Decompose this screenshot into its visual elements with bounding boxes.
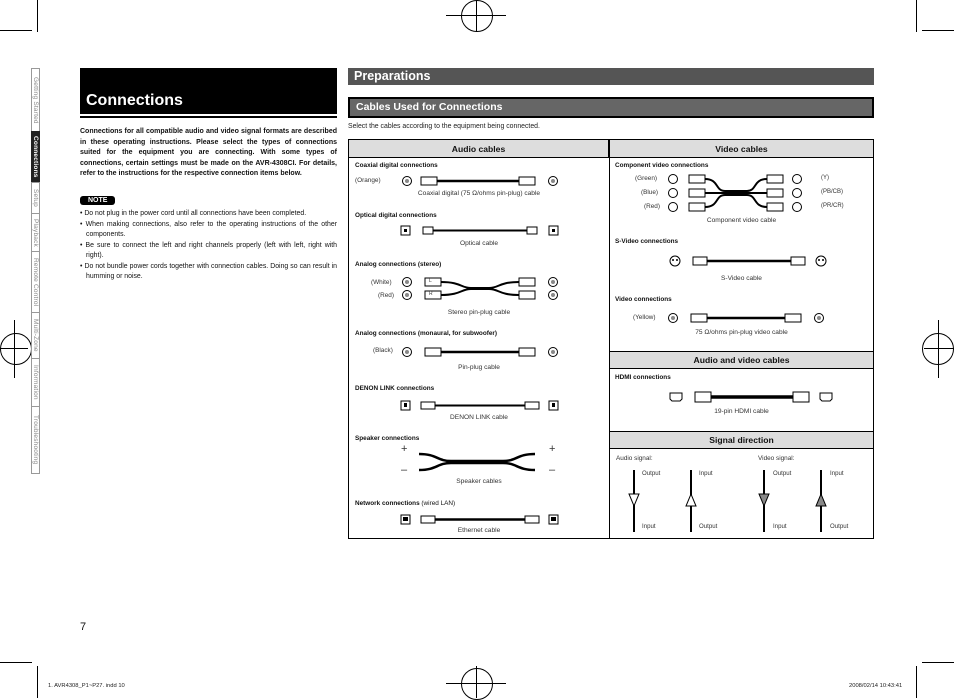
registration-line bbox=[476, 0, 477, 32]
video-up-output: Output bbox=[830, 523, 849, 530]
hdmi-caption: 19-pin HDMI cable bbox=[714, 408, 769, 415]
optical-cable-icon bbox=[401, 225, 561, 237]
network-label: Network connections (wired LAN) bbox=[355, 500, 456, 507]
stereo-plug-mark-r: R bbox=[429, 291, 433, 297]
component-color-red: (Red) bbox=[644, 203, 660, 210]
composite-label: Video connections bbox=[615, 296, 672, 303]
note-badge: NOTE bbox=[80, 196, 115, 205]
tab-playback[interactable]: Playback bbox=[31, 213, 40, 251]
registration-line bbox=[476, 666, 477, 698]
coax-cable-icon bbox=[401, 174, 561, 188]
component-pr: (PR/CR) bbox=[821, 203, 844, 209]
mono-caption: Pin-plug cable bbox=[458, 364, 500, 371]
audio-up-output: Output bbox=[699, 523, 718, 530]
select-instructions: Select the cables according to the equipment being connected. bbox=[348, 123, 540, 130]
note-item: • Be sure to connect the left and right channels properly (left with left, right with right). bbox=[80, 241, 338, 259]
composite-color: (Yellow) bbox=[633, 314, 656, 321]
component-caption: Component video cable bbox=[706, 217, 777, 224]
coax-color: (Orange) bbox=[355, 177, 381, 184]
audio-down-output: Output bbox=[642, 470, 661, 477]
registration-mark bbox=[0, 333, 32, 365]
denon-link-label: DENON LINK connections bbox=[355, 385, 435, 392]
crop-mark bbox=[916, 666, 917, 698]
title-underline bbox=[80, 116, 337, 118]
note-item: • When making connections, also refer to the operating instructions of the other components. bbox=[80, 220, 338, 238]
mono-cable-icon bbox=[401, 345, 561, 359]
tab-connections[interactable]: Connections bbox=[31, 131, 40, 182]
footer-filename: 1. AVR4308_P1~P27. indd 10 bbox=[48, 683, 125, 689]
component-pb: (PB/CB) bbox=[821, 189, 844, 195]
composite-caption: 75 Ω/ohms pin-plug video cable bbox=[695, 329, 788, 336]
registration-line bbox=[14, 320, 15, 378]
stereo-cable-icon bbox=[401, 276, 561, 302]
speaker-caption: Speaker cables bbox=[456, 478, 502, 485]
audio-down-input: Input bbox=[642, 523, 656, 530]
audio-signal-up-arrow bbox=[685, 470, 697, 532]
coax-caption: Coaxial digital (75 Ω/ohms pin-plug) cable bbox=[417, 190, 541, 197]
crop-mark bbox=[37, 666, 38, 698]
component-cable-icon bbox=[667, 173, 817, 213]
speaker-plus-left: + bbox=[401, 443, 408, 455]
ethernet-caption: Ethernet cable bbox=[457, 527, 501, 534]
hdmi-label: HDMI connections bbox=[615, 374, 671, 381]
crop-mark bbox=[0, 30, 32, 31]
registration-line bbox=[924, 348, 954, 349]
section-title: Preparations bbox=[348, 68, 874, 85]
speaker-cable-icon bbox=[417, 452, 537, 472]
av-cables-header: Audio and video cables bbox=[610, 351, 873, 369]
tab-multi-zone[interactable]: Multi-Zone bbox=[31, 312, 40, 358]
side-tabs bbox=[31, 68, 65, 474]
footer-timestamp: 2008/02/14 10:43:41 bbox=[849, 683, 903, 689]
speaker-minus-right: – bbox=[549, 464, 556, 476]
crop-mark bbox=[922, 662, 954, 663]
intro-text: Connections for all compatible audio and video signal formats are described in these operating instructions. Please select the types of connections suited for the equipment you are connecting. With some types of connections, certain settings must be made on the AVR-4308CI. For details, refer to the instructions for the respective connection items below. bbox=[80, 128, 337, 178]
ethernet-cable-icon bbox=[401, 514, 561, 526]
video-signal-up-arrow bbox=[815, 470, 827, 532]
page-title: Connections bbox=[80, 68, 337, 114]
video-signal-label: Video signal: bbox=[758, 455, 795, 462]
video-signal-down-arrow bbox=[758, 470, 770, 532]
optical-caption: Optical cable bbox=[459, 240, 499, 247]
cables-table bbox=[348, 139, 874, 539]
stereo-plug-mark-l: L bbox=[429, 278, 432, 284]
denon-link-cable-icon bbox=[401, 400, 561, 412]
stereo-color-red: (Red) bbox=[378, 292, 394, 299]
crop-mark bbox=[37, 0, 38, 32]
note-item: • Do not plug in the power cord until all connections have been completed. bbox=[80, 210, 307, 217]
registration-mark bbox=[461, 0, 493, 32]
audio-signal-label: Audio signal: bbox=[616, 455, 653, 462]
tab-remote-control[interactable]: Remote Control bbox=[31, 251, 40, 312]
mono-color: (Black) bbox=[373, 347, 393, 354]
audio-signal-down-arrow bbox=[628, 470, 640, 532]
stereo-color-white: (White) bbox=[371, 279, 392, 286]
signal-direction-header: Signal direction bbox=[610, 431, 873, 449]
speaker-plus-right: + bbox=[549, 443, 556, 455]
component-label: Component video connections bbox=[615, 162, 709, 169]
subsection-title: Cables Used for Connections bbox=[348, 97, 874, 118]
component-color-green: (Green) bbox=[635, 175, 658, 182]
notes-list bbox=[80, 209, 337, 283]
tab-information[interactable]: Information bbox=[31, 358, 40, 406]
tab-troubleshooting[interactable]: Troubleshooting bbox=[31, 406, 40, 474]
tab-getting-started[interactable]: Getting Started bbox=[31, 68, 40, 131]
column-divider bbox=[609, 140, 610, 538]
video-down-output: Output bbox=[773, 470, 792, 477]
mono-label: Analog connections (monaural, for subwoofer) bbox=[355, 330, 498, 337]
component-y: (Y) bbox=[821, 175, 829, 181]
note-item: • Do not bundle power cords together with connection cables. Doing so can result in humming or noise. bbox=[80, 262, 338, 280]
speaker-label: Speaker connections bbox=[355, 435, 420, 442]
crop-mark bbox=[0, 662, 32, 663]
registration-mark bbox=[461, 668, 493, 700]
svideo-caption: S-Video cable bbox=[721, 275, 762, 282]
coax-label: Coaxial digital connections bbox=[355, 162, 438, 169]
page-number: 7 bbox=[80, 621, 87, 633]
crop-mark bbox=[916, 0, 917, 32]
svideo-cable-icon bbox=[669, 254, 829, 268]
svideo-label: S-Video connections bbox=[615, 238, 679, 245]
registration-line bbox=[938, 320, 939, 378]
composite-cable-icon bbox=[667, 311, 827, 325]
video-up-input: Input bbox=[830, 470, 844, 477]
stereo-caption: Stereo pin-plug cable bbox=[447, 309, 511, 316]
tab-setup[interactable]: Setup bbox=[31, 182, 40, 213]
stereo-label: Analog connections (stereo) bbox=[355, 261, 442, 268]
video-down-input: Input bbox=[773, 523, 787, 530]
optical-label: Optical digital connections bbox=[355, 212, 437, 219]
speaker-minus-left: – bbox=[401, 464, 408, 476]
hdmi-cable-icon bbox=[669, 390, 835, 404]
audio-cables-header: Audio cables bbox=[349, 140, 609, 158]
component-color-blue: (Blue) bbox=[641, 189, 659, 196]
audio-up-input: Input bbox=[699, 470, 713, 477]
crop-mark bbox=[922, 30, 954, 31]
video-cables-header: Video cables bbox=[610, 140, 873, 158]
denon-link-caption: DENON LINK cable bbox=[450, 414, 508, 421]
